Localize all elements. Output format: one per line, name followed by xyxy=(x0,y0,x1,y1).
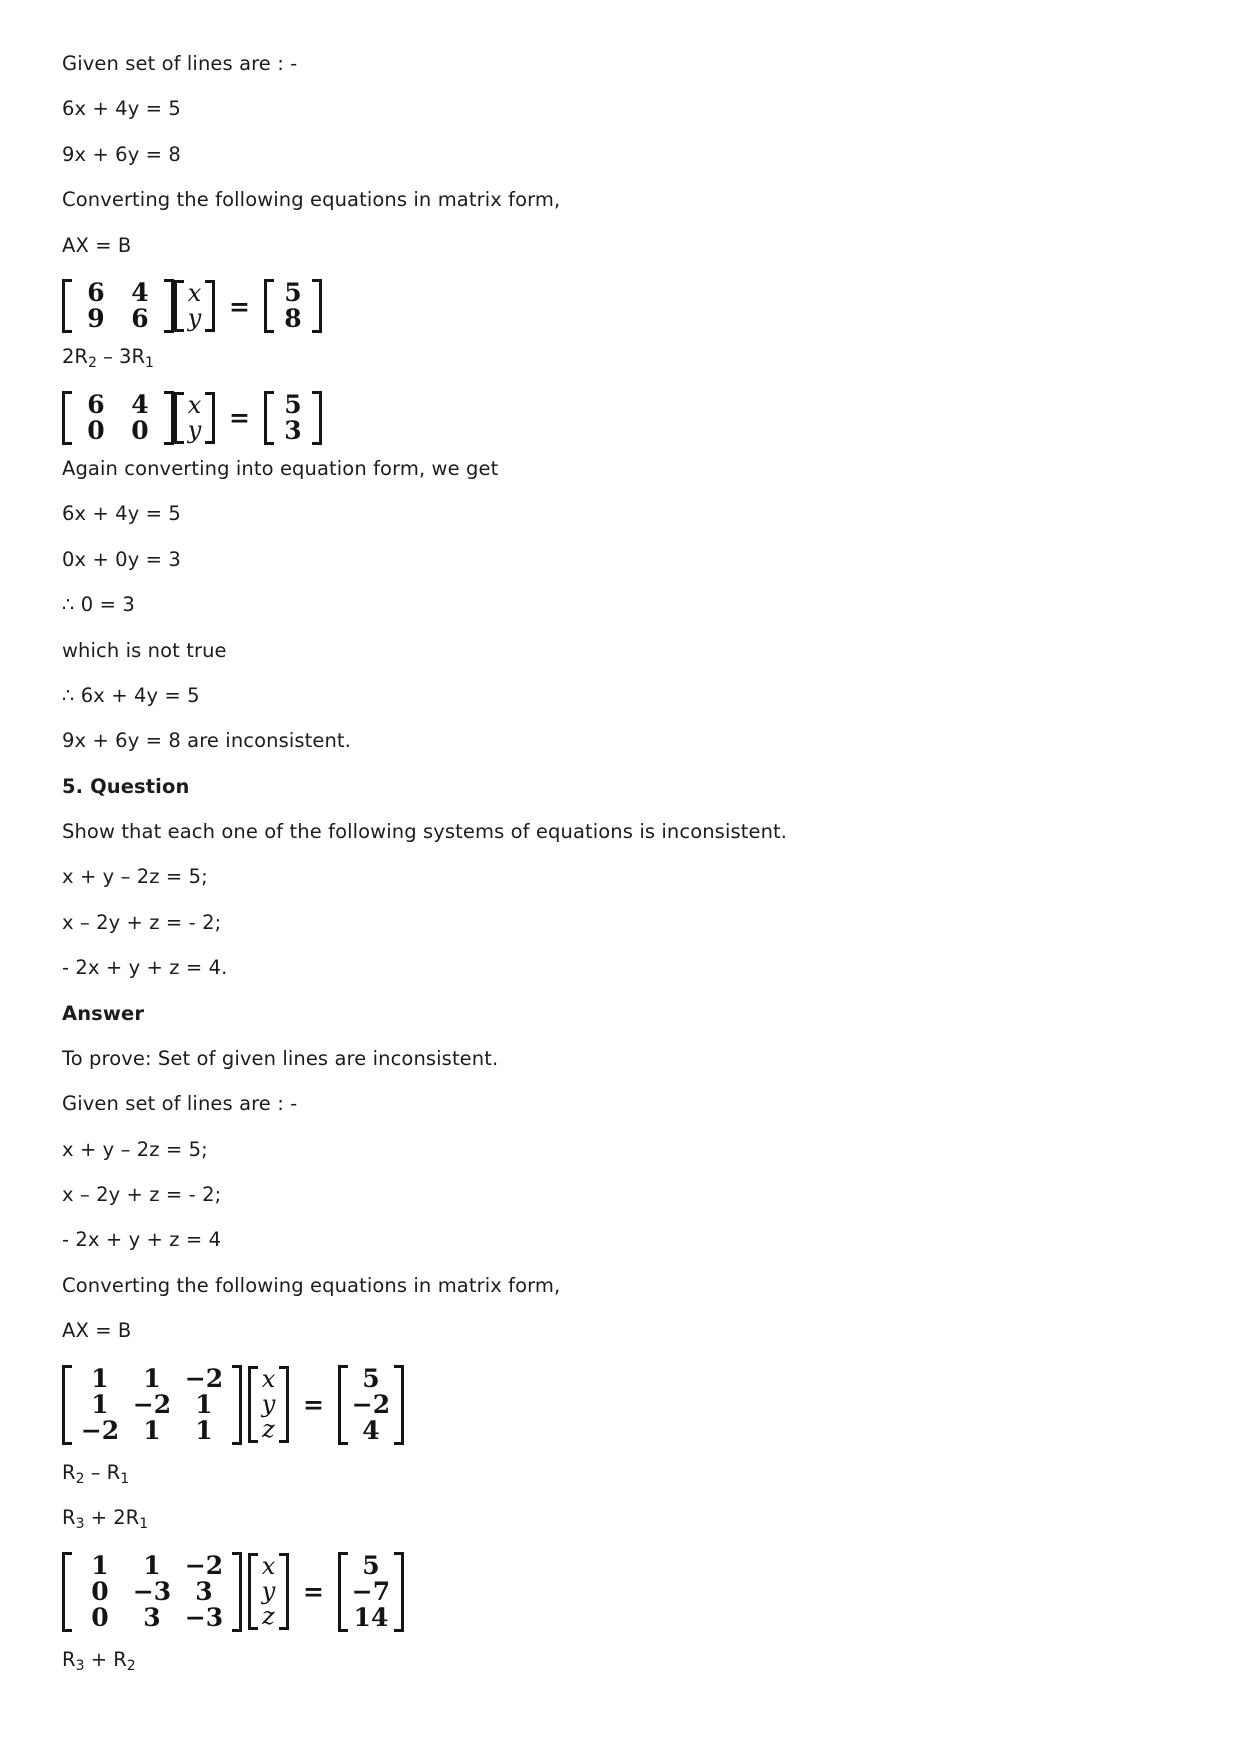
matrix-equation-first-2x2-system xyxy=(62,279,1178,333)
matrix-row xyxy=(350,1389,392,1419)
matrix-row xyxy=(276,306,310,332)
matrix-row xyxy=(350,1550,392,1580)
matrix-cell: −2 xyxy=(80,1415,120,1445)
matrix-row xyxy=(186,390,203,419)
bracket-left xyxy=(62,1552,72,1632)
bracket-right xyxy=(394,1365,404,1445)
matrix-cell: 0 xyxy=(91,1602,109,1632)
rowop-subscript: 2 xyxy=(126,1657,136,1674)
page-content xyxy=(62,52,1178,1673)
bracket-left xyxy=(174,280,184,332)
matrix-cell: 1 xyxy=(143,1363,161,1393)
row-operation-r3-plus-r2 xyxy=(62,1648,1178,1673)
matrix-cell: 1 xyxy=(195,1415,213,1445)
text-answer-equation-3: - 2x + y + z = 4 xyxy=(62,1228,222,1252)
bracket-right xyxy=(312,391,322,445)
text-again-converting: Again converting into equation form, we get xyxy=(62,456,499,480)
text-equation-6x4y5: 6x + 4y = 5 xyxy=(62,97,181,121)
matrix-row xyxy=(186,306,203,331)
matrix-row xyxy=(260,1417,277,1442)
matrix-row xyxy=(350,1415,392,1445)
variable-vector-1 xyxy=(174,280,215,332)
matrix-cell: 4 xyxy=(131,278,149,308)
text-question-equation-1: x + y – 2z = 5; xyxy=(62,865,208,889)
rowop-text: + R xyxy=(84,1647,127,1671)
matrix-row xyxy=(350,1576,392,1606)
matrix-cells xyxy=(274,391,312,445)
matrix-row xyxy=(260,1392,277,1417)
matrix-row xyxy=(276,389,310,419)
matrix-cell: 1 xyxy=(91,1363,109,1393)
matrix-row xyxy=(74,1550,230,1580)
text-which-is-not-true: which is not true xyxy=(62,638,227,662)
matrix-cell: 5 xyxy=(362,1550,380,1580)
matrix-cells xyxy=(258,1553,279,1630)
equals-sign: = xyxy=(229,291,250,321)
rowop-text: R xyxy=(62,1647,76,1671)
coefficient-matrix-4 xyxy=(62,1552,242,1632)
text-conclusion-inconsistent: 9x + 6y = 8 are inconsistent. xyxy=(62,729,351,753)
rowop-text: – R xyxy=(84,1460,121,1484)
rowop-text: R xyxy=(62,1506,76,1530)
text-result-equation-1: 6x + 4y = 5 xyxy=(62,502,181,526)
bracket-right xyxy=(232,1365,242,1445)
bracket-right xyxy=(232,1552,242,1632)
matrix-cell: −7 xyxy=(351,1576,391,1606)
matrix-cell: z xyxy=(262,1602,275,1631)
matrix-cell: y xyxy=(187,415,202,444)
bracket-right xyxy=(279,1366,289,1443)
bracket-left xyxy=(338,1365,348,1445)
matrix-cells xyxy=(184,280,205,332)
rhs-vector-4 xyxy=(338,1552,404,1632)
matrix-cell: −2 xyxy=(184,1363,224,1393)
coefficient-matrix-1 xyxy=(62,279,174,333)
bracket-left xyxy=(264,391,274,445)
text-converting-matrix-form-2: Converting the following equations in matrix form, xyxy=(62,1273,561,1297)
text-ax-equals-b-2: AX = B xyxy=(62,1319,132,1343)
matrix-cell: 3 xyxy=(284,415,302,445)
matrix-cells xyxy=(72,391,164,445)
rowop-text: – 3R xyxy=(96,345,146,369)
matrix-cells xyxy=(72,1552,232,1632)
matrix-cell: 6 xyxy=(87,389,105,419)
matrix-row xyxy=(186,281,203,306)
text-equation-9x6y8: 9x + 6y = 8 xyxy=(62,142,181,166)
matrix-row xyxy=(74,415,162,445)
matrix-row xyxy=(74,280,162,306)
matrix-cell: 1 xyxy=(143,1415,161,1445)
rowop-subscript: 1 xyxy=(120,1470,130,1487)
coefficient-matrix-2 xyxy=(62,391,174,445)
rowop-subscript: 3 xyxy=(75,1657,85,1674)
heading-answer: Answer xyxy=(62,1001,145,1025)
variable-vector-3 xyxy=(248,1366,289,1443)
matrix-cell: 1 xyxy=(195,1389,213,1419)
matrix-cell: x xyxy=(261,1552,276,1581)
matrix-row xyxy=(186,415,203,444)
variable-vector-2 xyxy=(174,392,215,444)
text-therefore-zero-equals-three: ∴ 0 = 3 xyxy=(62,593,135,617)
bracket-right xyxy=(164,391,174,445)
matrix-cell: 0 xyxy=(131,415,149,445)
matrix-row xyxy=(74,1363,230,1393)
matrix-cells xyxy=(258,1366,279,1443)
matrix-cell: z xyxy=(262,1415,275,1444)
text-given-set-of-lines: Given set of lines are : - xyxy=(62,52,298,75)
bracket-left xyxy=(248,1553,258,1630)
matrix-row xyxy=(74,1576,230,1606)
rhs-vector-1 xyxy=(264,279,322,333)
row-operation-r3-plus-2r1 xyxy=(62,1506,1178,1531)
matrix-cell: −2 xyxy=(184,1550,224,1580)
rowop-subscript: 2 xyxy=(75,1470,85,1487)
matrix-row xyxy=(260,1604,277,1629)
matrix-cell: 5 xyxy=(284,278,302,308)
text-answer-equation-2: x – 2y + z = - 2; xyxy=(62,1182,222,1206)
matrix-cell: y xyxy=(261,1577,276,1606)
matrix-row xyxy=(260,1579,277,1604)
text-converting-matrix-form: Converting the following equations in matrix form, xyxy=(62,188,561,212)
matrix-cell: 9 xyxy=(87,304,105,334)
text-therefore-equation-1: ∴ 6x + 4y = 5 xyxy=(62,683,200,707)
bracket-left xyxy=(62,1365,72,1445)
bracket-left xyxy=(62,279,72,333)
matrix-row xyxy=(276,415,310,445)
equals-sign: = xyxy=(303,1577,324,1607)
rhs-vector-3 xyxy=(338,1365,404,1445)
equals-sign: = xyxy=(229,403,250,433)
matrix-row xyxy=(260,1367,277,1392)
matrix-row xyxy=(74,1602,230,1632)
bracket-left xyxy=(174,392,184,444)
matrix-row xyxy=(276,280,310,306)
bracket-right xyxy=(205,280,215,332)
matrix-cell: 1 xyxy=(91,1389,109,1419)
matrix-cells xyxy=(72,1365,232,1445)
equals-sign: = xyxy=(303,1390,324,1420)
matrix-row xyxy=(350,1602,392,1632)
matrix-cell: 1 xyxy=(143,1550,161,1580)
matrix-row xyxy=(350,1363,392,1393)
row-operation-2r2-minus-3r1 xyxy=(62,345,1178,370)
matrix-cell: −2 xyxy=(351,1389,391,1419)
bracket-left xyxy=(62,391,72,445)
matrix-row xyxy=(74,1415,230,1445)
matrix-row xyxy=(74,306,162,332)
bracket-left xyxy=(264,279,274,333)
matrix-cells xyxy=(348,1552,394,1632)
matrix-equation-reduced-2x2-system xyxy=(62,391,1178,445)
variable-vector-4 xyxy=(248,1553,289,1630)
matrix-cell: 1 xyxy=(91,1550,109,1580)
matrix-cell: 5 xyxy=(284,389,302,419)
matrix-cell: −2 xyxy=(132,1389,172,1419)
bracket-right xyxy=(394,1552,404,1632)
rowop-text: + 2R xyxy=(84,1506,140,1530)
matrix-cell: 6 xyxy=(87,278,105,308)
text-question-equation-3: - 2x + y + z = 4. xyxy=(62,956,228,980)
matrix-row xyxy=(74,1389,230,1419)
text-to-prove: To prove: Set of given lines are inconsistent. xyxy=(62,1046,499,1070)
matrix-equation-first-3x3-system xyxy=(62,1365,1178,1445)
text-answer-equation-1: x + y – 2z = 5; xyxy=(62,1137,208,1161)
bracket-right xyxy=(312,279,322,333)
matrix-cell: x xyxy=(187,390,202,419)
matrix-cell: −3 xyxy=(132,1576,172,1606)
matrix-cell: y xyxy=(261,1390,276,1419)
matrix-cell: 6 xyxy=(131,304,149,334)
matrix-cell: 3 xyxy=(143,1602,161,1632)
matrix-cell: 0 xyxy=(87,415,105,445)
text-question-statement: Show that each one of the following systems of equations is inconsistent. xyxy=(62,819,788,843)
matrix-cell: 4 xyxy=(362,1415,380,1445)
rhs-vector-2 xyxy=(264,391,322,445)
matrix-cell: x xyxy=(261,1365,276,1394)
matrix-cells xyxy=(72,279,164,333)
text-question-equation-2: x – 2y + z = - 2; xyxy=(62,910,222,934)
rowop-subscript: 3 xyxy=(75,1516,85,1533)
rowop-subscript: 1 xyxy=(139,1516,149,1533)
rowop-text: R xyxy=(62,1460,76,1484)
matrix-cells xyxy=(274,279,312,333)
matrix-cell: 3 xyxy=(195,1576,213,1606)
rowop-subscript: 1 xyxy=(145,355,154,372)
row-operation-r2-minus-r1 xyxy=(62,1461,1178,1486)
bracket-right xyxy=(279,1553,289,1630)
coefficient-matrix-3 xyxy=(62,1365,242,1445)
matrix-row xyxy=(260,1554,277,1579)
matrix-cells xyxy=(184,392,205,444)
matrix-cells xyxy=(348,1365,394,1445)
rowop-subscript: 2 xyxy=(87,355,97,372)
matrix-row xyxy=(74,389,162,419)
bracket-right xyxy=(205,392,215,444)
text-result-equation-2: 0x + 0y = 3 xyxy=(62,547,181,571)
heading-question-5: 5. Question xyxy=(62,774,190,798)
bracket-left xyxy=(248,1366,258,1443)
bracket-left xyxy=(338,1552,348,1632)
matrix-cell: −3 xyxy=(184,1602,224,1632)
matrix-equation-reduced-3x3-system xyxy=(62,1552,1178,1632)
bracket-right xyxy=(164,279,174,333)
matrix-cell: 5 xyxy=(362,1363,380,1393)
matrix-cell: 0 xyxy=(91,1576,109,1606)
matrix-cell: x xyxy=(187,279,202,308)
matrix-cell: 4 xyxy=(131,389,149,419)
rowop-text: 2R xyxy=(62,345,88,369)
matrix-cell: 8 xyxy=(284,304,302,334)
text-ax-equals-b: AX = B xyxy=(62,233,132,257)
matrix-cell: y xyxy=(187,304,202,333)
text-given-set-of-lines-2: Given set of lines are : - xyxy=(62,1092,298,1116)
matrix-cell: 14 xyxy=(353,1602,389,1632)
